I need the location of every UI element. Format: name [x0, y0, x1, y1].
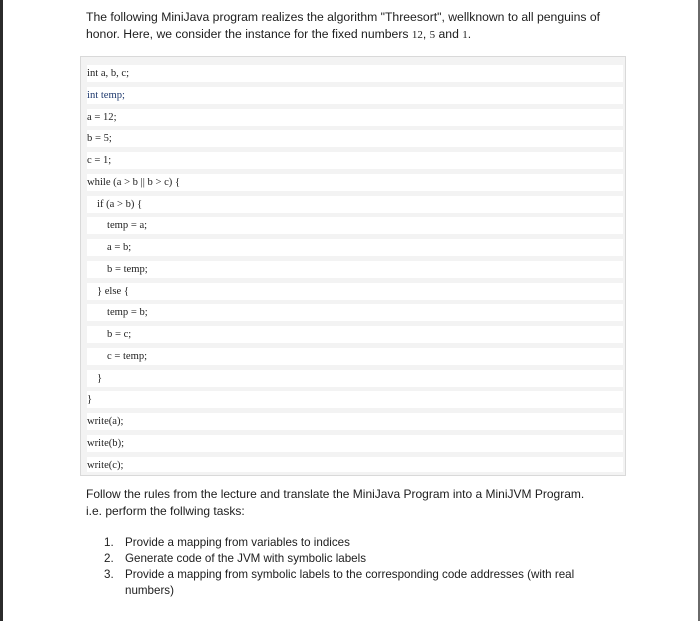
instructions-line-1: Follow the rules from the lecture and translate the MiniJava Program into a MiniJVM Program.: [86, 487, 585, 501]
list-item: 1. Provide a mapping from variables to indices: [104, 536, 350, 549]
instructions-line-2: i.e. perform the follwing tasks:: [86, 504, 245, 518]
code-line: }: [87, 391, 623, 408]
code-line: if (a > b) {: [87, 196, 623, 213]
intro-line-2: honor. Here, we consider the instance for the fixed numbers 12, 5 and 1.: [86, 27, 472, 41]
code-line: } else {: [87, 283, 623, 300]
code-line: while (a > b || b > c) {: [87, 174, 623, 191]
code-line: b = 5;: [87, 130, 623, 147]
code-line: a = b;: [87, 239, 623, 256]
task-list: [104, 535, 624, 599]
intro-line-1: The following MiniJava program realizes the algorithm "Threesort", wellknown to all penguins of: [86, 10, 600, 24]
instructions-paragraph: [86, 486, 646, 520]
number-1: 1: [462, 29, 468, 41]
code-line: int temp;: [87, 87, 623, 104]
number-5: 5: [429, 29, 436, 41]
code-line: write(a);: [87, 413, 623, 430]
code-line: c = 1;: [87, 152, 623, 169]
code-line: b = c;: [87, 326, 623, 343]
code-line: write(b);: [87, 435, 623, 452]
code-block: [80, 56, 626, 476]
number-12: 12: [411, 29, 423, 41]
code-line: a = 12;: [87, 109, 623, 126]
list-item: 2. Generate code of the JVM with symbolic labels: [104, 552, 367, 565]
code-line: c = temp;: [87, 348, 623, 365]
code-line: int a, b, c;: [87, 65, 623, 82]
code-line: write(c);: [87, 457, 623, 472]
left-border: [0, 0, 3, 621]
list-item: 3. Provide a mapping from symbolic labels to the corresponding code addresses (with real numbers): [104, 568, 575, 597]
intro-paragraph: [86, 9, 646, 44]
code-line: temp = b;: [87, 304, 623, 321]
code-line: }: [87, 370, 623, 387]
code-line: b = temp;: [87, 261, 623, 278]
code-line: temp = a;: [87, 217, 623, 234]
